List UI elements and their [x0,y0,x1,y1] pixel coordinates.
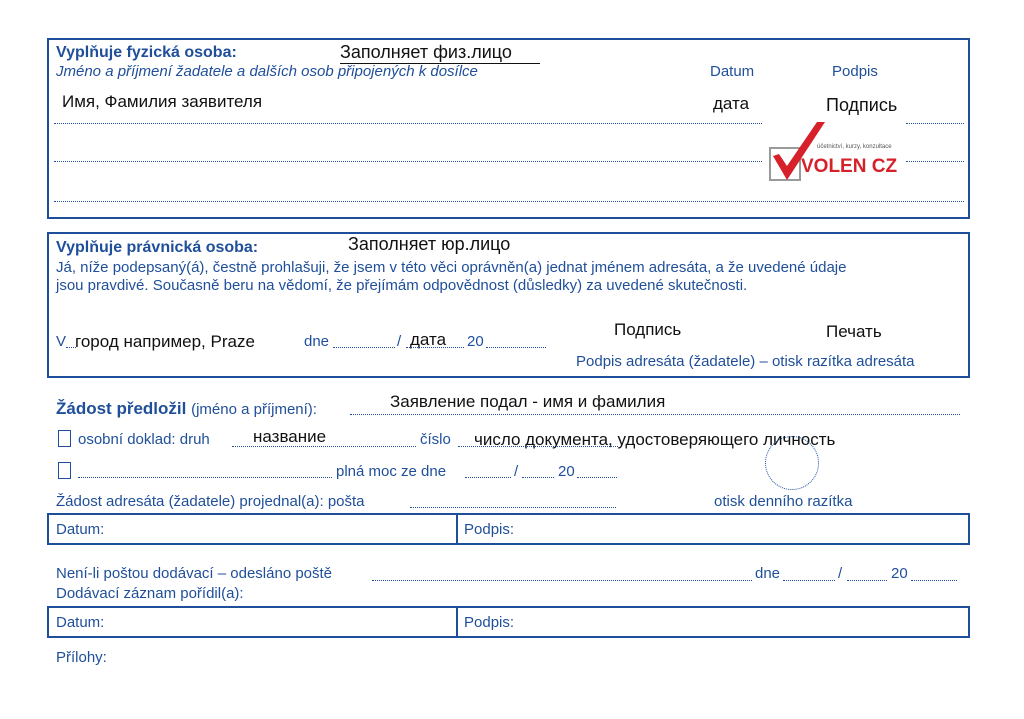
handled-by-label: Žádost adresáta (žadatele) projednal(a): pošta [56,493,365,510]
row-divider [456,513,458,545]
power-slash: / [514,463,519,480]
handwritten-id-number[interactable]: число документа, удостоверяющего личность [474,430,836,449]
logo-tagline: účetnictví, kurzy, konzultace [817,144,892,150]
applicant-line-1[interactable] [54,123,762,124]
submitted-by-line[interactable] [350,414,960,415]
delivery-day-line[interactable] [783,580,835,581]
row2-date-label[interactable]: Datum: [56,614,105,631]
volen-logo [765,118,910,188]
natural-person-title: Vyplňuje fyzická osoba: [56,44,237,61]
handwritten-city[interactable]: город например, Praze [75,332,255,351]
submitted-by-label [56,399,317,419]
handwritten-natural-title: Заполняет физ.лицо [340,42,512,62]
handwritten-submitter[interactable]: Заявление подал - имя и фамилия [390,392,666,411]
applicant-line-2[interactable] [54,161,762,162]
delivery-day-label: dne [755,565,781,582]
delivery-label: Není-li poštou dodávací – odesláno poště [56,565,333,582]
row1-date-label[interactable]: Datum: [56,521,105,538]
date-slash: / [397,333,402,350]
legal-person-title: Vyplňuje právnická osoba: [56,239,259,256]
submitted-by-paren: (jméno a příjmení): [191,401,317,418]
delivery-month-line[interactable] [847,580,887,581]
declaration-line-2: jsou pravdivé. Současně beru na vědomí, že přejímám odpovědnost (důsledky) za uvedené skutečnosti. [56,277,748,294]
handwritten-date[interactable]: дата [713,94,750,113]
day-label: dne [304,333,330,350]
signature-line-1[interactable] [906,123,964,124]
delivery-post-line[interactable] [372,580,752,581]
daily-stamp-label: otisk denního razítka [714,493,853,510]
applicant-line-3[interactable] [54,201,964,202]
place-prefix: V [56,333,67,350]
handwritten-legal-title: Заполняет юр.лицо [348,234,511,254]
handwritten-signature[interactable]: Подпись [826,95,898,115]
row2-signature-label[interactable]: Podpis: [464,614,515,631]
signature-caption: Podpis adresáta (žadatele) – otisk razítka adresáta [576,353,915,370]
handwritten-legal-date[interactable]: дата [410,330,447,349]
id-number-label: číslo [420,431,451,448]
delivery-slash: / [838,565,843,582]
power-day-line[interactable] [465,477,511,478]
attachments-label: Přílohy: [56,649,107,666]
power-of-attorney-name-line[interactable] [78,477,332,478]
handled-by-line[interactable] [410,507,616,508]
natural-person-subtitle: Jméno a příjmení žadatele a dalších osob připojených k dosílce [56,63,478,80]
power-month-line[interactable] [522,477,554,478]
day-line[interactable] [333,347,395,348]
delivery-year-line[interactable] [911,580,957,581]
id-document-label: osobní doklad: druh [78,431,210,448]
month-line[interactable] [406,347,464,348]
submitted-by-main: Žádost předložil [56,399,187,418]
power-year-line[interactable] [577,477,617,478]
underline [340,63,540,64]
signature-column-label: Podpis [832,63,878,80]
id-document-checkbox[interactable] [58,430,71,447]
handwritten-id-type[interactable]: название [253,427,327,446]
handwritten-applicant-name[interactable]: Имя, Фамилия заявителя [62,92,263,111]
year-line[interactable] [486,347,546,348]
logo-text: VOLEN CZ [801,156,898,177]
delivery-record-label: Dodávací záznam pořídil(a): [56,585,244,602]
delivery-year-prefix: 20 [891,565,908,582]
row-divider [456,606,458,638]
signature-line-2[interactable] [906,161,964,162]
date-column-label: Datum [710,63,755,80]
daily-stamp-circle [765,436,819,490]
power-of-attorney-checkbox[interactable] [58,462,71,479]
power-year-prefix: 20 [558,463,575,480]
handwritten-legal-signature[interactable]: Подпись [614,320,682,339]
power-of-attorney-label: plná moc ze dne [336,463,447,480]
row1-signature-label[interactable]: Podpis: [464,521,515,538]
year-prefix: 20 [467,333,484,350]
handwritten-stamp[interactable]: Печать [826,322,882,341]
declaration-line-1: Já, níže podepsaný(á), čestně prohlašuji, že jsem v této věci oprávněn(a) jednat jménem adresáta, a že uvedené údaje [56,259,847,276]
